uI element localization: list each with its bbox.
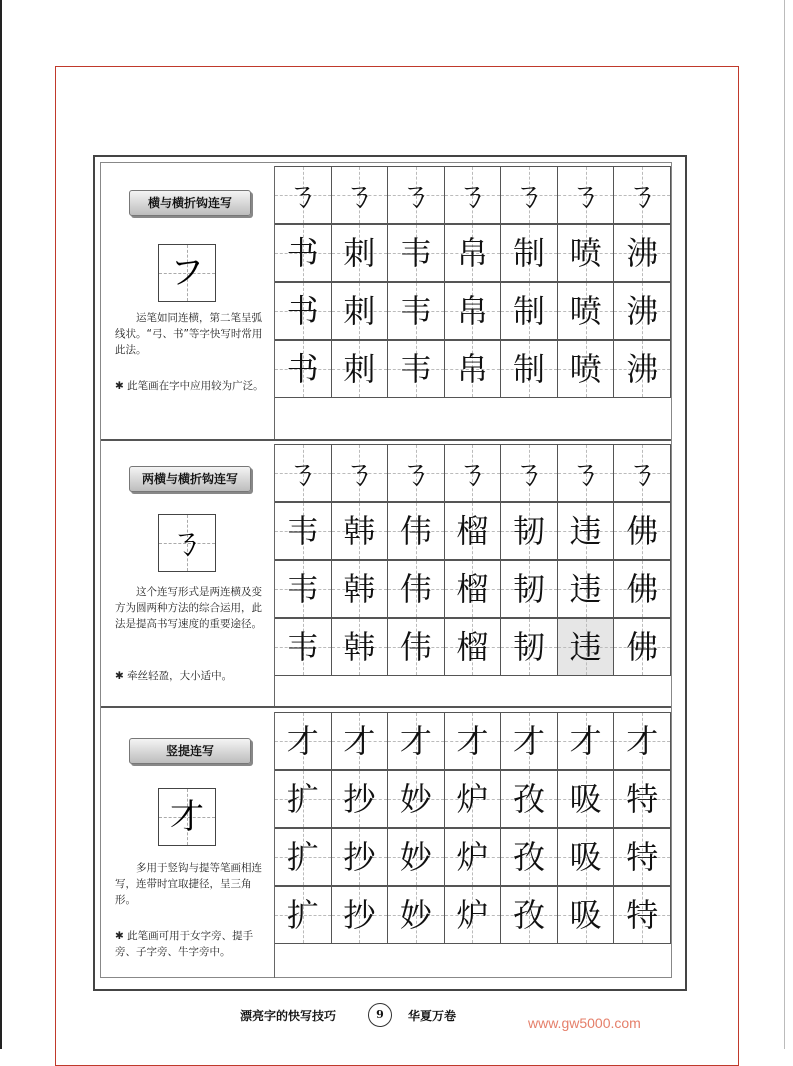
practice-glyph: ㄋ [399, 176, 432, 214]
practice-glyph: 才 [569, 722, 602, 760]
section-1-description: 运笔如同连横，第二笔呈弧线状。“弓、书”等字快写时常用此法。 [115, 312, 263, 356]
practice-cell [445, 444, 502, 502]
practice-glyph: ㄋ [513, 454, 546, 492]
practice-cell [501, 340, 558, 398]
practice-cell [332, 618, 389, 676]
practice-glyph: 炉 [456, 838, 489, 876]
practice-cell [445, 712, 502, 770]
section-3-grid [275, 712, 671, 944]
practice-glyph: 沸 [626, 350, 659, 388]
practice-glyph: 制 [513, 234, 546, 272]
practice-glyph: 刺 [343, 350, 376, 388]
practice-cell [445, 886, 502, 944]
practice-cell [275, 618, 332, 676]
practice-cell [445, 166, 502, 224]
practice-glyph: 榴 [456, 628, 489, 666]
practice-glyph: 喷 [569, 292, 602, 330]
practice-glyph: 韧 [513, 628, 546, 666]
practice-cell [445, 282, 502, 340]
practice-cell [501, 224, 558, 282]
practice-cell [558, 224, 615, 282]
practice-glyph: 佛 [626, 512, 659, 550]
practice-glyph: 吸 [569, 896, 602, 934]
section-2 [101, 444, 671, 706]
practice-cell [332, 282, 389, 340]
practice-cell [388, 166, 445, 224]
practice-glyph: 韩 [343, 628, 376, 666]
practice-cell [332, 828, 389, 886]
practice-cell [388, 502, 445, 560]
practice-cell [558, 282, 615, 340]
practice-glyph: 特 [626, 780, 659, 818]
practice-glyph: 违 [569, 628, 602, 666]
practice-glyph: 韦 [286, 570, 319, 608]
practice-cell [445, 618, 502, 676]
practice-cell [558, 166, 615, 224]
section-3-sample-glyph: 才 [170, 797, 204, 837]
practice-cell [388, 712, 445, 770]
practice-glyph: ㄋ [626, 454, 659, 492]
section-3-description: 多用于竖钩与提等笔画相连写，连带时宜取捷径，呈三角形。 [115, 862, 262, 906]
practice-glyph: 韧 [513, 512, 546, 550]
practice-glyph: 韦 [286, 512, 319, 550]
section-2-title: 两横与横折钩连写 [129, 466, 251, 492]
practice-cell [614, 618, 671, 676]
practice-glyph: 伟 [399, 512, 432, 550]
practice-glyph: 吸 [569, 838, 602, 876]
practice-glyph: 孜 [513, 896, 546, 934]
practice-glyph: 韩 [343, 512, 376, 550]
footer-book-title: 漂亮字的快写技巧 [240, 1009, 337, 1023]
practice-glyph: 孜 [513, 780, 546, 818]
practice-glyph: 伟 [399, 570, 432, 608]
practice-glyph: ㄋ [286, 176, 319, 214]
practice-glyph: 书 [286, 350, 319, 388]
practice-cell [558, 828, 615, 886]
practice-glyph: 刺 [343, 234, 376, 272]
practice-glyph: ㄋ [399, 454, 432, 492]
practice-cell [445, 560, 502, 618]
practice-cell [501, 166, 558, 224]
practice-cell [445, 502, 502, 560]
practice-cell [501, 712, 558, 770]
practice-glyph: 孜 [513, 838, 546, 876]
practice-glyph: 妙 [399, 838, 432, 876]
practice-cell [388, 444, 445, 502]
practice-cell [501, 282, 558, 340]
practice-cell [445, 770, 502, 828]
practice-cell [388, 886, 445, 944]
practice-glyph: 才 [513, 722, 546, 760]
practice-cell [614, 340, 671, 398]
practice-glyph: 抄 [343, 780, 376, 818]
practice-cell [614, 560, 671, 618]
practice-cell [501, 618, 558, 676]
practice-cell [275, 166, 332, 224]
practice-cell [445, 224, 502, 282]
practice-cell [275, 282, 332, 340]
practice-cell [388, 560, 445, 618]
watermark-url: www.gw5000.com [528, 1015, 641, 1031]
page-left-edge [0, 0, 2, 1049]
section-2-sample-glyph: ㄋ [170, 523, 204, 563]
practice-cell [558, 618, 615, 676]
practice-cell [558, 886, 615, 944]
section-2-sample-box [158, 514, 216, 572]
practice-glyph: ㄋ [513, 176, 546, 214]
practice-cell [501, 770, 558, 828]
practice-glyph: 才 [626, 722, 659, 760]
practice-glyph: 韦 [399, 292, 432, 330]
practice-glyph: 制 [513, 350, 546, 388]
practice-cell [388, 770, 445, 828]
practice-cell [501, 560, 558, 618]
practice-cell [332, 444, 389, 502]
practice-glyph: 韧 [513, 570, 546, 608]
practice-glyph: 喷 [569, 350, 602, 388]
practice-glyph: ㄋ [343, 176, 376, 214]
practice-glyph: 特 [626, 838, 659, 876]
practice-cell [614, 444, 671, 502]
section-1-grid [275, 166, 671, 398]
practice-cell [275, 224, 332, 282]
practice-glyph: 抄 [343, 838, 376, 876]
practice-glyph: 才 [456, 722, 489, 760]
practice-glyph: 帛 [456, 350, 489, 388]
practice-cell [614, 166, 671, 224]
practice-glyph: ㄋ [456, 176, 489, 214]
practice-cell [332, 502, 389, 560]
section-2-info [101, 444, 275, 706]
practice-glyph: ㄋ [626, 176, 659, 214]
practice-cell [275, 712, 332, 770]
practice-cell [614, 282, 671, 340]
practice-glyph: 才 [399, 722, 432, 760]
section-1-sample-box [158, 244, 216, 302]
practice-cell [614, 770, 671, 828]
practice-cell [558, 444, 615, 502]
practice-glyph: ㄋ [343, 454, 376, 492]
practice-cell [275, 560, 332, 618]
practice-cell [445, 340, 502, 398]
practice-cell [275, 340, 332, 398]
section-2-note: ✱ 牵丝轻盈，大小适中。 [115, 670, 233, 682]
practice-glyph: 吸 [569, 780, 602, 818]
practice-cell [558, 502, 615, 560]
practice-cell [332, 166, 389, 224]
practice-glyph: 帛 [456, 292, 489, 330]
practice-cell [445, 828, 502, 886]
practice-cell [275, 828, 332, 886]
practice-glyph: 帛 [456, 234, 489, 272]
section-3-sample-box [158, 788, 216, 846]
practice-glyph: 刺 [343, 292, 376, 330]
practice-glyph: 喷 [569, 234, 602, 272]
section-1-sample-glyph: フ [170, 253, 204, 293]
section-3-title: 竖提连写 [129, 738, 251, 764]
practice-glyph: ㄋ [569, 454, 602, 492]
practice-glyph: 才 [286, 722, 319, 760]
practice-cell [614, 502, 671, 560]
practice-cell [332, 770, 389, 828]
practice-glyph: 榴 [456, 512, 489, 550]
practice-glyph: 炉 [456, 896, 489, 934]
practice-glyph: 榴 [456, 570, 489, 608]
practice-cell [501, 886, 558, 944]
practice-glyph: 特 [626, 896, 659, 934]
practice-glyph: 才 [343, 722, 376, 760]
practice-glyph: ㄋ [569, 176, 602, 214]
practice-glyph: 书 [286, 292, 319, 330]
practice-cell [388, 828, 445, 886]
practice-cell [614, 712, 671, 770]
practice-glyph: 扩 [286, 896, 319, 934]
practice-glyph: 违 [569, 570, 602, 608]
section-1-note: ✱ 此笔画在字中应用较为广泛。 [115, 380, 264, 392]
practice-cell [388, 282, 445, 340]
practice-cell [388, 618, 445, 676]
practice-cell [332, 224, 389, 282]
practice-glyph: 佛 [626, 570, 659, 608]
section-2-grid [275, 444, 671, 676]
section-3-info [101, 712, 275, 978]
practice-cell [275, 444, 332, 502]
practice-cell [501, 502, 558, 560]
page-right-edge [784, 0, 785, 1049]
section-3 [101, 712, 671, 978]
page-number: 9 [368, 1003, 392, 1027]
practice-cell [614, 886, 671, 944]
practice-cell [558, 770, 615, 828]
practice-cell [275, 502, 332, 560]
practice-glyph: 妙 [399, 896, 432, 934]
practice-cell [388, 224, 445, 282]
practice-cell [388, 340, 445, 398]
practice-glyph: 违 [569, 512, 602, 550]
section-1-info [101, 166, 275, 439]
practice-cell [275, 886, 332, 944]
practice-cell [614, 828, 671, 886]
practice-glyph: 沸 [626, 292, 659, 330]
practice-glyph: 抄 [343, 896, 376, 934]
practice-glyph: ㄋ [286, 454, 319, 492]
practice-glyph: 扩 [286, 780, 319, 818]
practice-cell [332, 886, 389, 944]
practice-glyph: 韩 [343, 570, 376, 608]
section-1-title: 横与横折钩连写 [129, 190, 251, 216]
practice-cell [275, 770, 332, 828]
practice-cell [558, 560, 615, 618]
section-2-description: 这个连写形式是两连横及变方为圆两种方法的综合运用，此法是提高书写速度的重要途径。 [115, 586, 262, 630]
footer-series-name: 华夏万卷 [408, 1009, 457, 1023]
practice-cell [501, 444, 558, 502]
practice-glyph: 书 [286, 234, 319, 272]
practice-cell [558, 712, 615, 770]
practice-glyph: 韦 [399, 234, 432, 272]
practice-cell [332, 560, 389, 618]
practice-glyph: 沸 [626, 234, 659, 272]
practice-cell [332, 340, 389, 398]
practice-cell [614, 224, 671, 282]
practice-glyph: 伟 [399, 628, 432, 666]
practice-glyph: 韦 [286, 628, 319, 666]
practice-glyph: 佛 [626, 628, 659, 666]
practice-glyph: 韦 [399, 350, 432, 388]
practice-glyph: 妙 [399, 780, 432, 818]
section-1 [101, 166, 671, 439]
practice-glyph: 扩 [286, 838, 319, 876]
practice-glyph: 炉 [456, 780, 489, 818]
practice-glyph: ㄋ [456, 454, 489, 492]
section-3-note: ✱ 此笔画可用于女字旁、提手旁、子字旁、牛字旁中。 [115, 930, 254, 958]
practice-cell [332, 712, 389, 770]
practice-cell [501, 828, 558, 886]
section-divider-1 [101, 439, 671, 441]
practice-glyph: 制 [513, 292, 546, 330]
section-divider-2 [101, 706, 671, 708]
practice-cell [558, 340, 615, 398]
